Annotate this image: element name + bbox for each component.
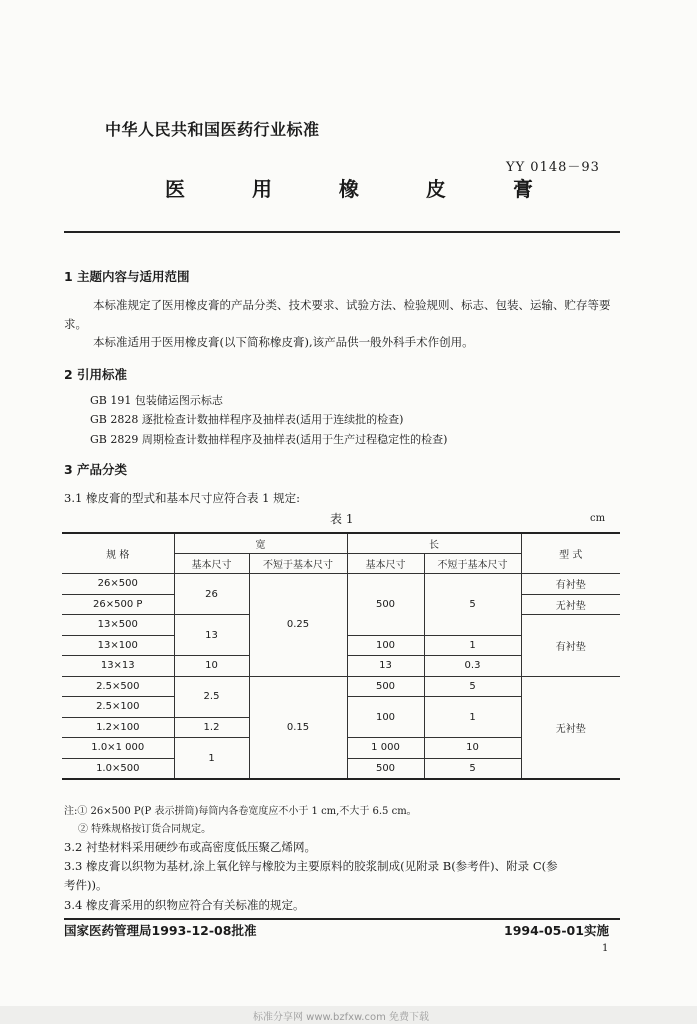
spec-cell: 13×13 — [62, 656, 174, 677]
spec-cell: 13×100 — [62, 635, 174, 656]
clause-3-3-line-1: 3.3 橡皮膏以织物为基材,涂上氧化锌与橡胶为主要原料的胶浆制成(见附录 B(参考件)、附录 C(参 — [64, 859, 558, 873]
table-note-2: ② 特殊规格按订货合同规定。 — [78, 824, 212, 835]
spec-cell: 2.5×500 — [62, 676, 174, 697]
implementation-date: 1994-05-01实施 — [504, 923, 609, 938]
spec-cell: 26×500 P — [62, 594, 174, 615]
table-unit: cm — [590, 513, 606, 524]
width-base-cell: 10 — [174, 656, 249, 677]
type-cell: 有衬垫 — [521, 615, 620, 677]
section-1-heading: 1 主题内容与适用范围 — [64, 269, 190, 284]
header-rule — [64, 231, 620, 233]
width-base-cell: 26 — [174, 574, 249, 615]
section-2-heading: 2 引用标准 — [64, 367, 128, 382]
spec-cell: 13×500 — [62, 615, 174, 636]
footer-rule — [64, 918, 620, 920]
length-base-cell: 100 — [347, 697, 424, 738]
header-length-min: 不短于基本尺寸 — [424, 554, 521, 574]
spec-cell: 26×500 — [62, 574, 174, 595]
length-base-cell: 13 — [347, 656, 424, 677]
width-base-cell: 1 — [174, 738, 249, 780]
standard-title: 中华人民共和国医药行业标准 — [105, 120, 320, 139]
section-3-heading: 3 产品分类 — [64, 462, 128, 477]
table-row — [62, 676, 620, 697]
length-min-cell: 0.3 — [424, 656, 521, 677]
length-base-cell: 1 000 — [347, 738, 424, 759]
header-width-base: 基本尺寸 — [174, 554, 249, 574]
length-min-cell: 1 — [424, 697, 521, 738]
table-caption: 表 1 — [330, 512, 354, 526]
type-cell: 有衬垫 — [521, 574, 620, 595]
length-min-cell: 5 — [424, 758, 521, 779]
length-base-cell: 100 — [347, 635, 424, 656]
width-base-cell: 1.2 — [174, 717, 249, 738]
width-min-cell: 0.15 — [249, 676, 347, 779]
length-min-cell: 5 — [424, 574, 521, 636]
clause-3-4: 3.4 橡皮膏采用的织物应符合有关标准的规定。 — [64, 898, 305, 912]
standard-code: YY 0148－93 — [506, 160, 600, 175]
spec-table — [62, 532, 620, 780]
section-1-paragraph-2: 本标准适用于医用橡皮膏(以下简称橡皮膏),该产品供一般外科手术作创用。 — [93, 335, 474, 349]
table-note-1: 注:① 26×500 P(P 表示拼筒)每筒内各卷宽度应不小于 1 cm,不大于 6.5 cm。 — [64, 806, 417, 817]
spec-cell: 1.0×1 000 — [62, 738, 174, 759]
clause-3-2: 3.2 衬垫材料采用硬纱布或高密度低压聚乙烯网。 — [64, 840, 316, 854]
reference-gb191: GB 191 包装储运图示标志 — [90, 394, 223, 407]
length-base-cell: 500 — [347, 676, 424, 697]
header-length: 长 — [347, 533, 521, 554]
length-min-cell: 5 — [424, 676, 521, 697]
length-min-cell: 10 — [424, 738, 521, 759]
clause-3-1: 3.1 橡皮膏的型式和基本尺寸应符合表 1 规定: — [64, 491, 300, 505]
width-min-cell: 0.25 — [249, 574, 347, 677]
watermark-text: 标准分享网 www.bzfxw.com 免费下载 — [253, 1012, 429, 1023]
length-base-cell: 500 — [347, 574, 424, 636]
type-cell: 无衬垫 — [521, 594, 620, 615]
section-1-paragraph-1-line-2: 求。 — [64, 317, 87, 331]
reference-gb2828: GB 2828 逐批检查计数抽样程序及抽样表(适用于连续批的检查) — [90, 413, 404, 426]
approval-statement: 国家医药管理局1993-12-08批准 — [64, 923, 257, 938]
spec-cell: 1.2×100 — [62, 717, 174, 738]
spec-cell: 1.0×500 — [62, 758, 174, 779]
spec-cell: 2.5×100 — [62, 697, 174, 718]
length-min-cell: 1 — [424, 635, 521, 656]
header-width-min: 不短于基本尺寸 — [249, 554, 347, 574]
width-base-cell: 13 — [174, 615, 249, 656]
length-base-cell: 500 — [347, 758, 424, 779]
page-number: 1 — [602, 943, 609, 954]
header-spec: 规 格 — [62, 533, 174, 574]
type-cell: 无衬垫 — [521, 676, 620, 779]
clause-3-3-line-2: 考件))。 — [64, 878, 108, 892]
table-header-row — [62, 533, 620, 554]
document-title: 医 用 橡 皮 膏 — [165, 177, 563, 201]
header-type: 型 式 — [521, 533, 620, 574]
header-length-base: 基本尺寸 — [347, 554, 424, 574]
table-row — [62, 574, 620, 595]
reference-gb2829: GB 2829 周期检查计数抽样程序及抽样表(适用于生产过程稳定性的检查) — [90, 433, 448, 446]
width-base-cell: 2.5 — [174, 676, 249, 717]
header-width: 宽 — [174, 533, 347, 554]
section-1-paragraph-1-line-1: 本标准规定了医用橡皮膏的产品分类、技术要求、试验方法、检验规则、标志、包装、运输、贮存等要 — [93, 298, 611, 312]
